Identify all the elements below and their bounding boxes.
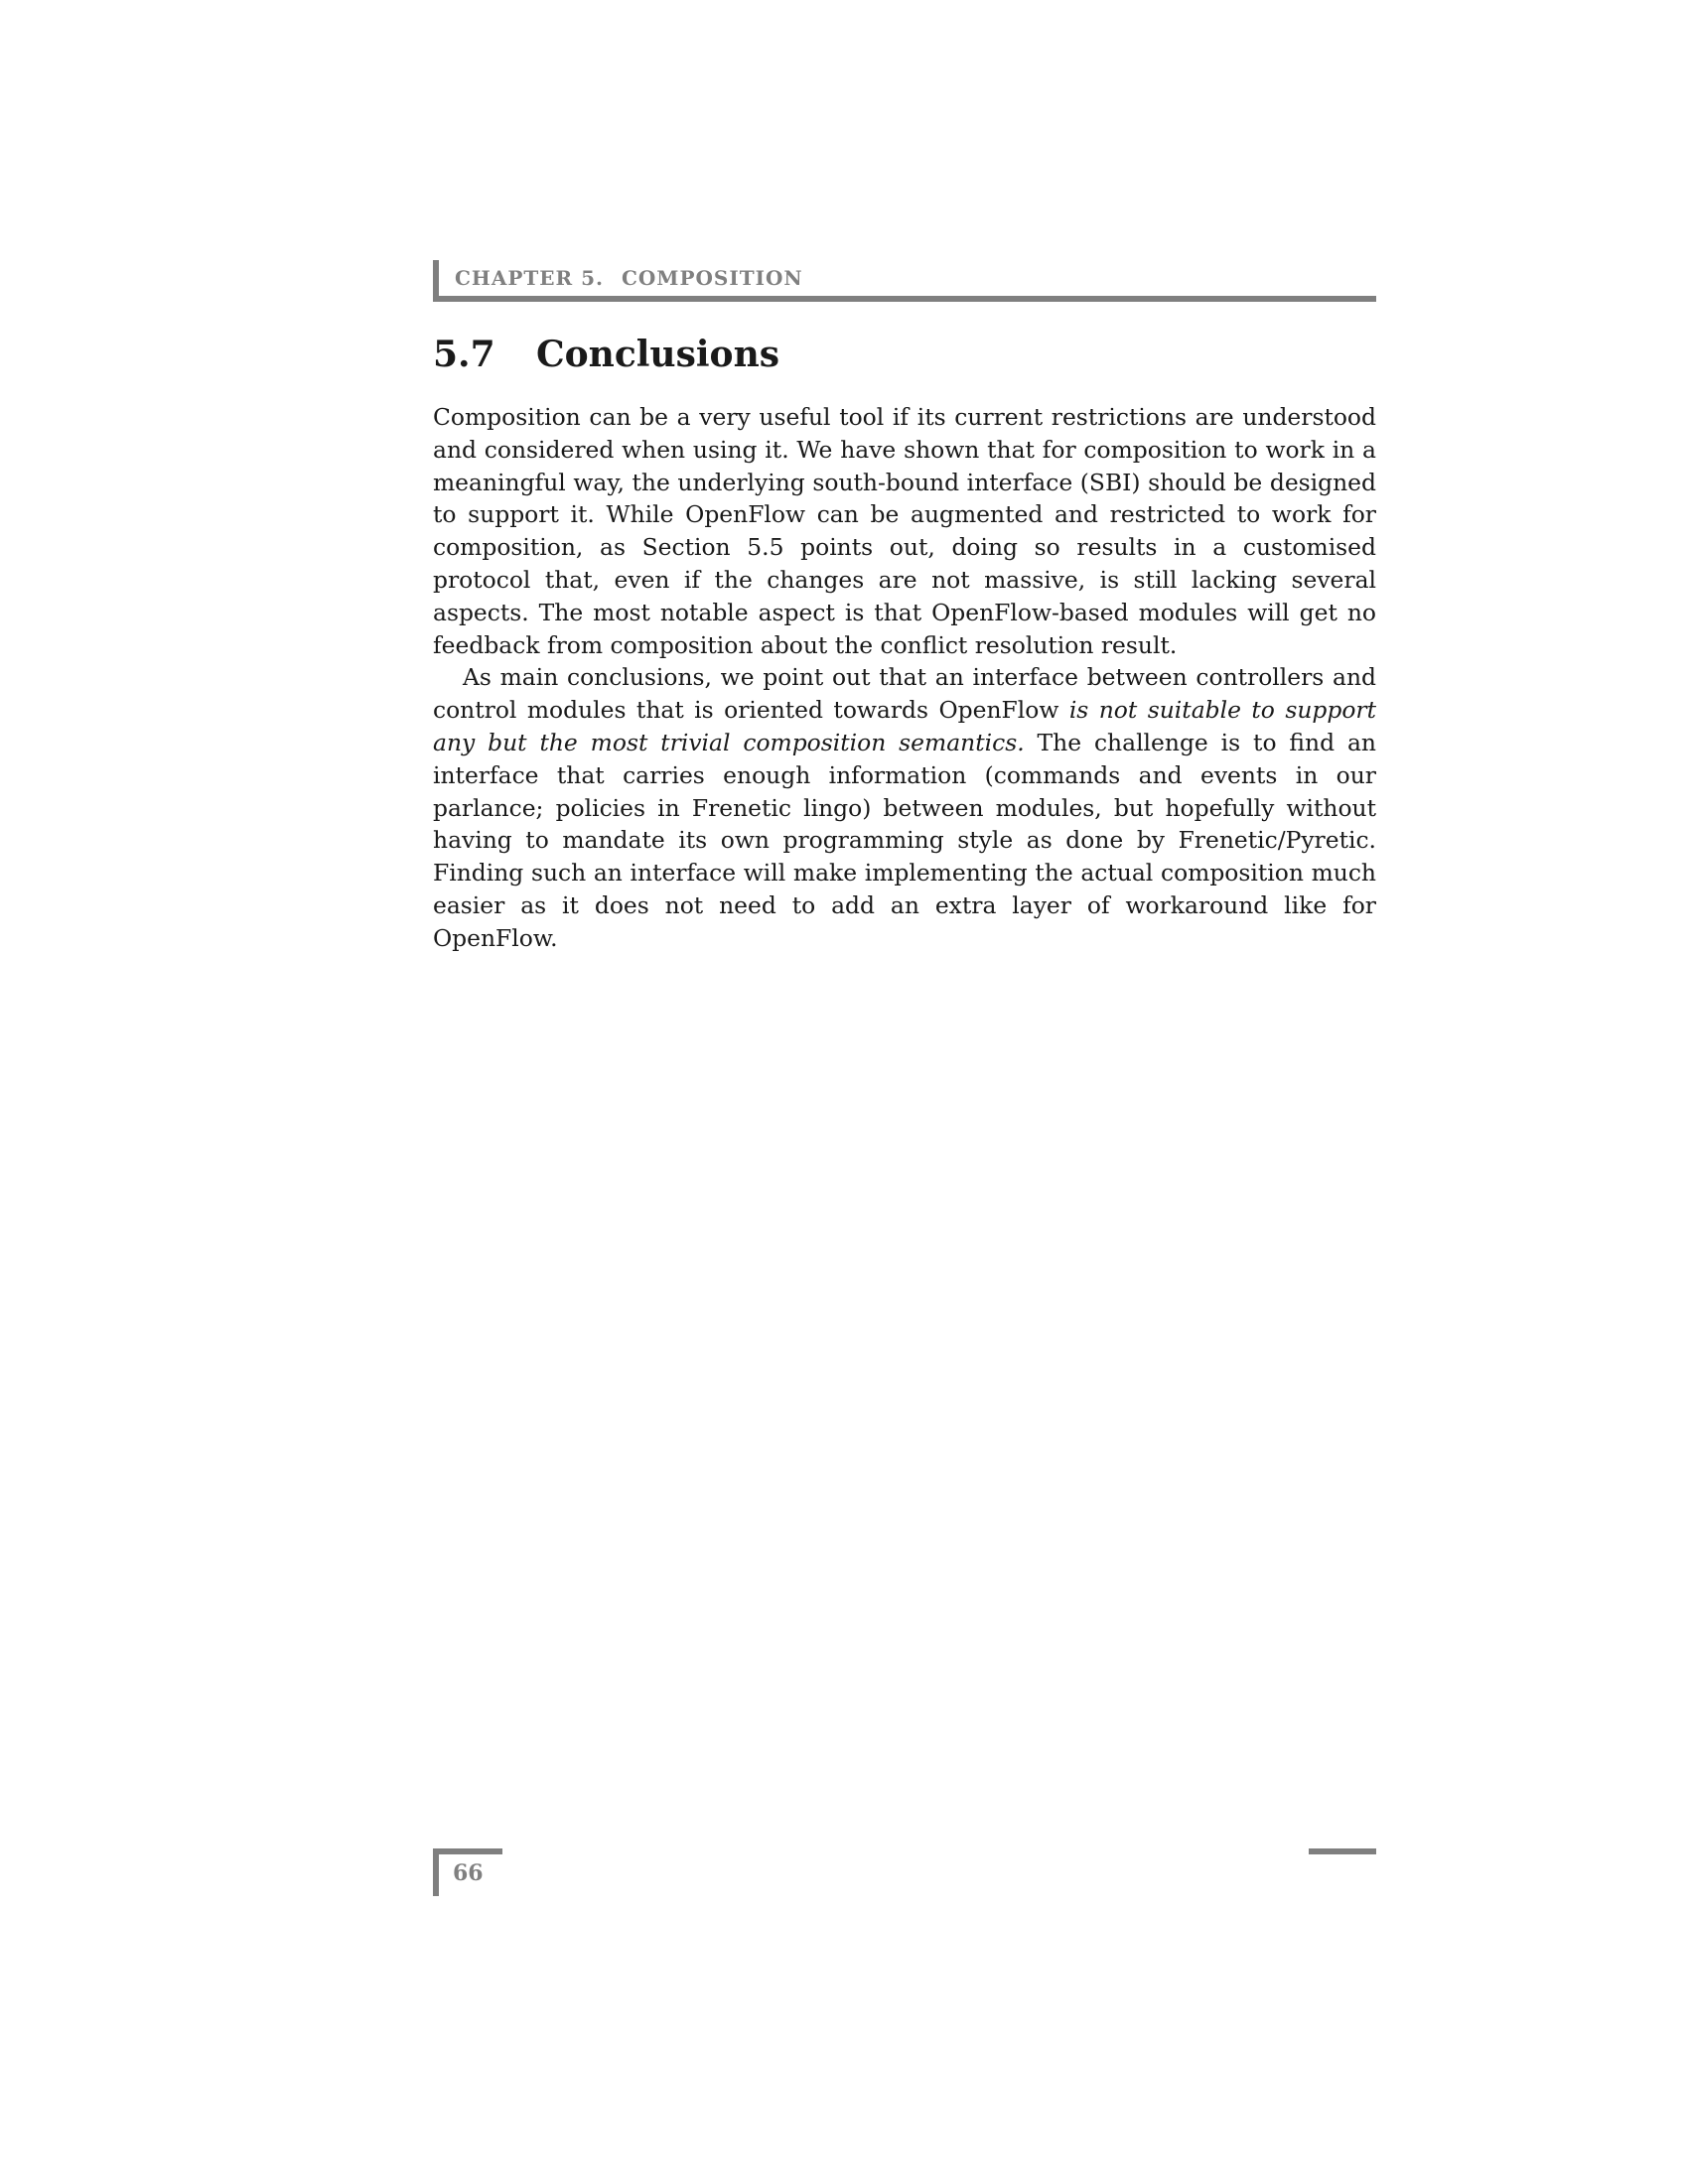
section-number: 5.7 (433, 334, 495, 375)
header-chapter: CHAPTER 5. (455, 266, 604, 290)
header-bottom-rule (433, 296, 1376, 302)
paragraph-2-text-start: As main conclusions, we point out that an interface between controllers and control modules that is oriented towards OpenFlow (433, 663, 1376, 725)
paragraph-2 (433, 661, 1376, 954)
header-chapter-title: COMPOSITION (621, 266, 803, 290)
section-title: Conclusions (536, 334, 780, 375)
section-heading (433, 334, 779, 375)
paragraph-1: Composition can be a very useful tool if its current restrictions are understood and considered when using it. We have shown that for composition to work in a meaningful way, the underlying south-bound interface (SBI) should be designed to support it. While OpenFlow can be augmented and restricted to work for composition, as Section 5.5 points out, doing so results in a customised protocol that, even if the changes are not massive, is still lacking several aspects. The most notable aspect is that OpenFlow-based modules will get no feedback from composition about the conflict resolution result. (433, 403, 1376, 659)
paragraph-2-text-end: The challenge is to find an interface that carries enough information (commands and events in our parlance; policies in Frenetic lingo) between modules, but hopefully without having to mandate its own programming style as done by Frenetic/Pyretic. Finding such an interface will make implementing the actual composition much easier as it does not need to add an extra layer of workaround like for OpenFlow. (433, 728, 1376, 952)
body-text (433, 401, 1376, 955)
paragraph-2-emphasis: is not suitable to support any but the most trivial composition semantics. (433, 696, 1376, 756)
page-footer (433, 1848, 502, 1896)
footer-left-rule (433, 1848, 439, 1896)
running-header (433, 260, 1376, 302)
footer-right-rule (1309, 1848, 1376, 1854)
header-text (455, 266, 803, 290)
footer-top-rule (433, 1848, 502, 1854)
page-number: 66 (453, 1860, 484, 1886)
